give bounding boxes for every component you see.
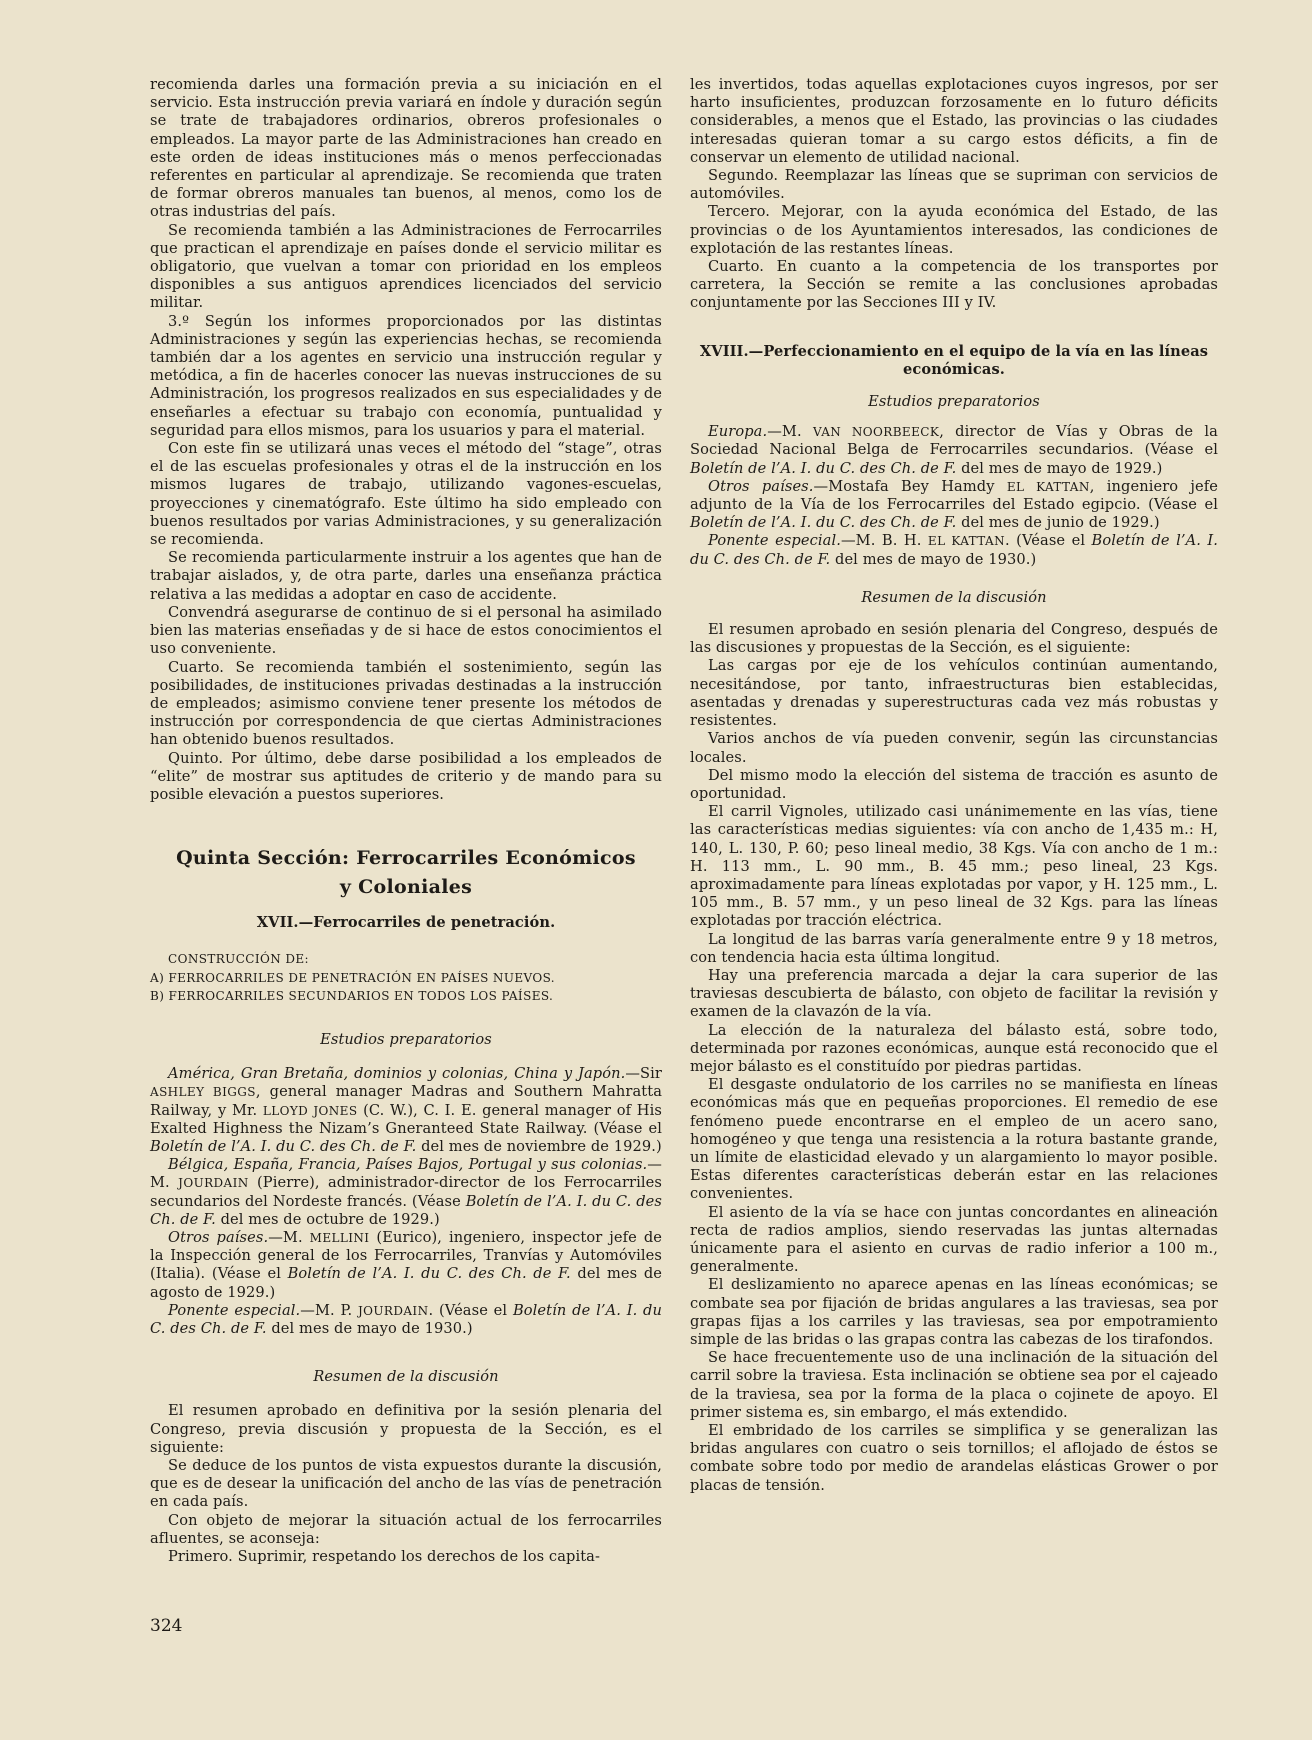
paragraph: Cuarto. Se recomienda también el sostenimiento, según las posibilidades, de instituciones privadas destinadas a la instrucción de empleados; asimismo conviene tener presente los métodos de instrucción por correspondencia de que ciertas Administraciones han obtenido buenos resultados.	[150, 658, 662, 749]
right-column	[690, 76, 1218, 1495]
paragraph: Con objeto de mejorar la situación actual de los ferrocarriles afluentes, se aconseja:	[150, 1511, 662, 1547]
paragraph: les invertidos, todas aquellas explotaciones cuyos ingresos, por ser harto insuficientes, produzcan forzosamente en lo futuro déficits considerables, a menos que el Estado, las provincias o las ciudades interesadas quieran tomar a su cargo estos déficits, a fin de conservar un elemento de utilidad nacional.	[690, 76, 1218, 166]
paragraph: Primero. Suprimir, respetando los derechos de los capita-	[168, 1548, 601, 1566]
paragraph: Se recomienda también a las Administraciones de Ferrocarriles que practican el aprendizaje en países donde el servicio militar es obligatorio, que vuelvan a tomar con prioridad en los empleos disponibles a sus antiguos aprendices licenciados del servicio militar.	[150, 221, 662, 312]
paragraph: El resumen aprobado en sesión plenaria del Congreso, después de las discusiones y propuestas de la Sección, es el siguiente:	[690, 621, 1218, 657]
construccion-label: CONSTRUCCIÓN DE:	[168, 952, 309, 967]
estudio-entry: América, Gran Bretaña, dominios y colonias, China y Japón.—Sir ASHLEY BIGGS, general manager Madras and Southern Mahratta Railway, y Mr. LLOYD JONES (C. W.), C. I. E. general manager of His Exalted Highness the Nizam’s Gneranteed State Railway. (Véase el Boletín de l’A. I. du C. des Ch. de F. del mes de noviembre de 1929.)	[150, 1065, 662, 1155]
paragraph: Se deduce de los puntos de vista expuestos durante la discusión, que es de desear la unificación del ancho de las vías de penetración en cada país.	[150, 1457, 662, 1511]
estudio-entry: Ponente especial.—M. P. JOURDAIN. (Véase el Boletín de l’A. I. du C. des Ch. de F. del mes de mayo de 1930.)	[150, 1301, 662, 1337]
paragraph: La longitud de las barras varía generalmente entre 9 y 18 metros, con tendencia hacia esta última longitud.	[690, 930, 1218, 966]
paragraph: Del mismo modo la elección del sistema de tracción es asunto de oportunidad.	[690, 766, 1218, 802]
paragraph: Cuarto. En cuanto a la competencia de los transportes por carretera, la Sección se remite a las conclusiones aprobadas conjuntamente por las Secciones III y IV.	[690, 258, 1218, 312]
subheading-estudios: Estudios preparatorios	[320, 1030, 492, 1048]
paragraph: Segundo. Reemplazar las líneas que se supriman con servicios de automóviles.	[690, 167, 1218, 203]
paragraph: Quinto. Por último, debe darse posibilidad a los empleados de “elite” de mostrar sus aptitudes de criterio y de mando para su posible elevación a puestos superiores.	[150, 749, 662, 803]
paragraph: El carril Vignoles, utilizado casi unánimemente en las vías, tiene las características medias siguientes: vía con ancho de 1,435 m.: H, 140, L. 130, P. 60; peso lineal medio, 38 Kgs. Vía con ancho de 1 m.: H. 113 mm., L. 90 mm., B. 45 mm.; peso lineal, 23 Kgs. aproximadamente para líneas explotadas por vapor, y H. 125 mm., L. 105 mm., B. 57 mm., y un peso lineal de 32 Kgs. para las líneas explotadas por tracción eléctrica.	[690, 803, 1218, 930]
paragraph: La elección de la naturaleza del bálasto está, sobre todo, determinada por razones económicas, aunque está reconocido que el mejor bálasto es el constituído por piedras partidas.	[690, 1021, 1218, 1075]
estudio-entry: Europa.—M. VAN NOORBEECK, director de Vías y Obras de la Sociedad Nacional Belga de Ferrocarriles secundarios. (Véase el Boletín de l’A. I. du C. des Ch. de F. del mes de mayo de 1929.)	[690, 423, 1218, 477]
estudio-entry: Otros países.—Mostafa Bey Hamdy EL KATTAN, ingeniero jefe adjunto de la Vía de los Ferrocarriles del Estado egipcio. (Véase el Boletín de l’A. I. du C. des Ch. de F. del mes de junio de 1929.)	[690, 477, 1219, 532]
paragraph: Se recomienda particularmente instruir a los agentes que han de trabajar aislados, y, de otra parte, darles una enseñanza práctica relativa a las medidas a adoptar en caso de accidente.	[150, 549, 662, 603]
paragraph: El resumen aprobado en definitiva por la sesión plenaria del Congreso, previa discusión y propuesta de la Sección, es el siguiente:	[150, 1402, 662, 1456]
subheading-resumen: Resumen de la discusión	[861, 588, 1047, 606]
paragraph: 3.º Según los informes proporcionados por las distintas Administraciones y según las experiencias hechas, se recomienda también dar a los agentes en servicio una instrucción regular y metódica, a fin de hacerles conocer las nuevas instrucciones de su Administración, los progresos realizados en sus especialidades y de enseñarles a efectuar su trabajo con economía, puntualidad y seguridad para ellos mismos, para los usuarios y para el material.	[150, 312, 662, 439]
paragraph: El deslizamiento no aparece apenas en las líneas económicas; se combate sea por fijación de bridas angulares a las traviesas, sea por grapas fijas a los carriles y las traviesas, sea por empotramiento simple de las bridas o las grapas contra las cabezas de los tirafondos.	[690, 1276, 1218, 1348]
section-heading-xvii: XVII.—Ferrocarriles de penetración.	[256, 914, 556, 932]
paragraph: Convendrá asegurarse de continuo de si el personal ha asimilado bien las materias enseñadas y de si hace de estos conocimientos el uso conveniente.	[150, 603, 662, 658]
estudio-entry: Bélgica, España, Francia, Países Bajos, Portugal y sus colonias.—M. JOURDAIN (Pierre), administrador-director de los Ferrocarriles secundarios del Nordeste francés. (Véase Boletín de l’A. I. du C. des Ch. de F. del mes de octubre de 1929.)	[150, 1156, 662, 1228]
paragraph: El embridado de los carriles se simplifica y se generalizan las bridas angulares con cuatro o seis tornillos; el aflojado de éstos se combate sobre todo por medio de arandelas elásticas Grower o por placas de tensión.	[690, 1422, 1218, 1494]
paragraph: Hay una preferencia marcada a dejar la cara superior de las traviesas descubierta de bálasto, con objeto de facilitar la revisión y examen de la clavazón de la vía.	[690, 966, 1218, 1021]
paragraph: Varios anchos de vía pueden convenir, según las circunstancias locales.	[690, 730, 1218, 766]
paragraph: Se hace frecuentemente uso de una inclinación de la situación del carril sobre la traviesa. Esta inclinación se obtiene sea por el cajeado de la traviesa, sea por la forma de la placa o cojinete de apoyo. El primer sistema es, sin embargo, el más extendido.	[690, 1349, 1218, 1421]
left-column	[150, 76, 662, 1566]
paragraph: Las cargas por eje de los vehículos continúan aumentando, necesitándose, por tanto, infraestructuras bien establecidas, asentadas y drenadas y superestructuras cada vez más robustas y resistentes.	[690, 657, 1218, 730]
construccion-item-a: A) FERROCARRILES DE PENETRACIÓN EN PAÍSES NUEVOS.	[150, 970, 555, 985]
construccion-item-b: B) FERROCARRILES SECUNDARIOS EN TODOS LOS PAÍSES.	[150, 988, 554, 1003]
estudio-entry: Ponente especial.—M. B. H. EL KATTAN. (Véase el Boletín de l’A. I. du C. des Ch. de F. del mes de mayo de 1930.)	[690, 532, 1218, 568]
subheading-resumen: Resumen de la discusión	[313, 1368, 499, 1386]
paragraph: Tercero. Mejorar, con la ayuda económica del Estado, de las provincias o de los Ayuntamientos interesados, las condiciones de explotación de las restantes líneas.	[690, 203, 1218, 257]
paragraph: recomienda darles una formación previa a su iniciación en el servicio. Esta instrucción previa variará en índole y duración según se trate de trabajadores ordinarios, obreros profesionales o empleados. La mayor parte de las Administraciones han creado en este orden de ideas instituciones más o menos perfeccionadas referentes en particular al aprendizaje. Se recomienda que traten de formar obreros manuales tan buenos, al menos, como los de otras industrias del país.	[150, 76, 662, 221]
section-heading-xviii: XVIII.—Perfeccionamiento en el equipo de la vía en las líneas económicas.	[699, 342, 1209, 378]
subheading-estudios: Estudios preparatorios	[868, 393, 1040, 411]
estudio-entry: Otros países.—M. MELLINI (Eurico), ingeniero, inspector jefe de la Inspección general de los Ferrocarriles, Tranvías y Automóviles (Italia). (Véase el Boletín de l’A. I. du C. des Ch. de F. del mes de agosto de 1929.)	[150, 1228, 663, 1301]
section-title-line-2: y Coloniales	[339, 876, 473, 899]
page-number: 324	[150, 1616, 183, 1636]
paragraph: Con este fin se utilizará unas veces el método del “stage”, otras el de las escuelas profesionales y otras el de la instrucción en los mismos lugares de trabajo, utilizando vagones-escuelas, proyecciones y cinematógrafo. Este último ha sido empleado con buenos resultados por varias Administraciones, y su generalización se recomienda.	[150, 440, 662, 549]
section-title-line-1: Quinta Sección: Ferrocarriles Económicos	[176, 847, 636, 870]
paragraph: El asiento de la vía se hace con juntas concordantes en alineación recta de radios amplios, siendo reservadas las juntas alternadas únicamente para el asiento en curvas de radio inferior a 100 m., generalmente.	[690, 1203, 1218, 1276]
section-title	[150, 844, 662, 902]
paragraph: El desgaste ondulatorio de los carriles no se manifiesta en líneas económicas más que en pequeñas proporciones. El remedio de ese fenómeno puede encontrarse en el empleo de un acero sano, homogéneo y que tenga una resistencia a la rotura bastante grande, un límite de elasticidad elevado y un alargamiento lo mayor posible. Estas diferentes características deberán estar en las relaciones convenientes.	[690, 1076, 1218, 1203]
